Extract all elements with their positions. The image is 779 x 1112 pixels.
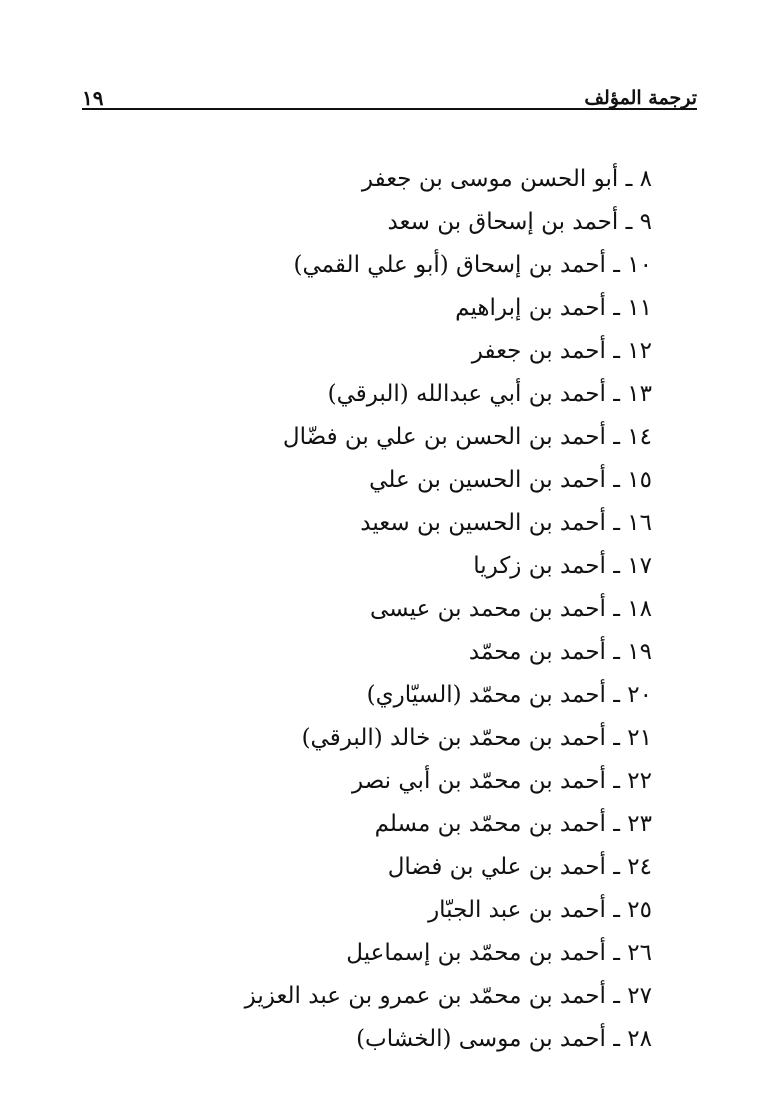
list-item: ١٥ ـ أحمد بن الحسين بن علي: [369, 467, 652, 493]
header-rule: [82, 108, 697, 110]
list-item: ١٢ ـ أحمد بن جعفر: [471, 338, 652, 364]
page-number: ١٩: [82, 86, 104, 110]
list-item: ١٠ ـ أحمد بن إسحاق (أبو علي القمي): [293, 252, 652, 278]
list-item: ١٧ ـ أحمد بن زكريا: [473, 553, 652, 579]
list-item: ٢١ ـ أحمد بن محمّد بن خالد (البرقي): [301, 725, 652, 751]
list-item: ١١ ـ أحمد بن إبراهيم: [455, 295, 652, 321]
list-item: ١٣ ـ أحمد بن أبي عبدالله (البرقي): [327, 381, 652, 407]
list-item: ٢٣ ـ أحمد بن محمّد بن مسلم: [374, 811, 652, 837]
entry-list: [92, 158, 652, 1061]
list-item: ٢٦ ـ أحمد بن محمّد بن إسماعيل: [346, 940, 652, 966]
list-item: ٢٠ ـ أحمد بن محمّد (السيّاري): [366, 682, 652, 708]
list-item: ٢٤ ـ أحمد بن علي بن فضال: [387, 854, 652, 880]
list-item: ٢٥ ـ أحمد بن عبد الجبّار: [428, 897, 652, 923]
list-item: ١٦ ـ أحمد بن الحسين بن سعيد: [360, 510, 652, 536]
list-item: ٢٢ ـ أحمد بن محمّد بن أبي نصر: [352, 768, 652, 794]
list-item: ١٩ ـ أحمد بن محمّد: [468, 639, 652, 665]
list-item: ٨ ـ أبو الحسن موسى بن جعفر: [361, 166, 652, 192]
list-item: ١٤ ـ أحمد بن الحسن بن علي بن فضّال: [282, 424, 652, 450]
list-item: ٢٨ ـ أحمد بن موسى (الخشاب): [356, 1026, 652, 1052]
running-title: ترجمة المؤلف: [584, 87, 697, 109]
list-item: ١٨ ـ أحمد بن محمد بن عيسى: [369, 596, 652, 622]
list-item: ٩ ـ أحمد بن إسحاق بن سعد: [387, 209, 652, 235]
page-header: [82, 72, 697, 112]
list-item: ٢٧ ـ أحمد بن محمّد بن عمرو بن عبد العزيز: [244, 983, 652, 1009]
